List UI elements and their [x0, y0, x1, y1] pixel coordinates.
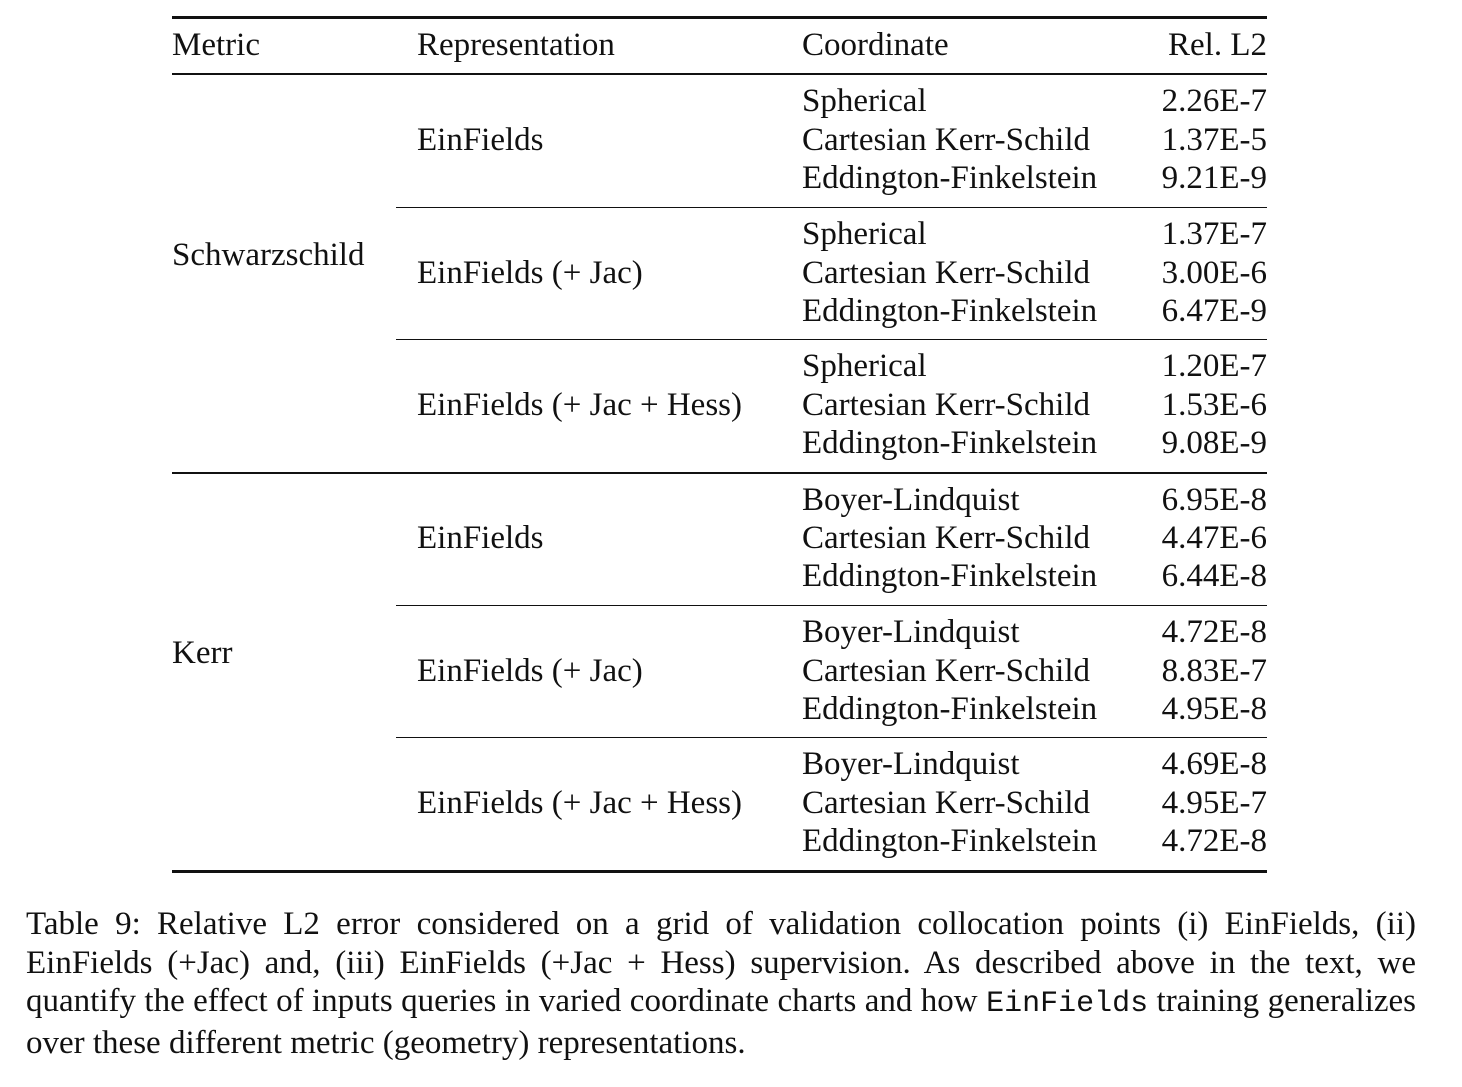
rel-l2-cell: 4.72E-8	[1161, 614, 1267, 650]
metric-label-schwarzschild: Schwarzschild	[172, 237, 365, 273]
coordinate-cell: Cartesian Kerr-Schild	[802, 653, 1090, 689]
block-rule	[396, 605, 1267, 606]
block-rule	[396, 207, 1267, 208]
coordinate-cell: Boyer-Lindquist	[802, 482, 1020, 518]
group-rule	[172, 472, 1267, 474]
coordinate-cell: Spherical	[802, 216, 927, 252]
table-top-rule	[172, 16, 1267, 19]
rel-l2-cell: 4.95E-7	[1161, 785, 1267, 821]
table-caption	[26, 905, 1416, 1062]
coordinate-cell: Cartesian Kerr-Schild	[802, 255, 1090, 291]
rel-l2-cell: 2.26E-7	[1161, 83, 1267, 119]
coordinate-cell: Cartesian Kerr-Schild	[802, 122, 1090, 158]
representation-label: EinFields (+ Jac)	[417, 255, 643, 291]
representation-label: EinFields (+ Jac + Hess)	[417, 387, 743, 423]
block-rule	[396, 339, 1267, 340]
caption-code-word: EinFields	[986, 987, 1149, 1021]
header-rule	[172, 73, 1267, 75]
rel-l2-cell: 6.47E-9	[1161, 293, 1267, 329]
block-rule	[396, 737, 1267, 738]
coordinate-cell: Cartesian Kerr-Schild	[802, 520, 1090, 556]
rel-l2-cell: 4.69E-8	[1161, 746, 1267, 782]
rel-l2-cell: 4.95E-8	[1161, 691, 1267, 727]
rel-l2-cell: 4.72E-8	[1161, 823, 1267, 859]
metric-label-kerr: Kerr	[172, 635, 233, 671]
header-representation: Representation	[417, 27, 615, 63]
representation-label: EinFields	[417, 122, 544, 158]
coordinate-cell: Boyer-Lindquist	[802, 614, 1020, 650]
coordinate-cell: Boyer-Lindquist	[802, 746, 1020, 782]
representation-label: EinFields (+ Jac)	[417, 653, 643, 689]
representation-label: EinFields	[417, 520, 544, 556]
coordinate-cell: Spherical	[802, 83, 927, 119]
rel-l2-cell: 1.53E-6	[1161, 387, 1267, 423]
header-metric: Metric	[172, 27, 260, 63]
table-bottom-rule	[172, 870, 1267, 873]
coordinate-cell: Eddington-Finkelstein	[802, 293, 1098, 329]
rel-l2-cell: 9.08E-9	[1161, 425, 1267, 461]
rel-l2-cell: 8.83E-7	[1161, 653, 1267, 689]
coordinate-cell: Spherical	[802, 348, 927, 384]
coordinate-cell: Eddington-Finkelstein	[802, 425, 1098, 461]
rel-l2-cell: 4.47E-6	[1161, 520, 1267, 556]
rel-l2-cell: 6.95E-8	[1161, 482, 1267, 518]
coordinate-cell: Eddington-Finkelstein	[802, 823, 1098, 859]
coordinate-cell: Eddington-Finkelstein	[802, 558, 1098, 594]
rel-l2-cell: 1.20E-7	[1161, 348, 1267, 384]
coordinate-cell: Eddington-Finkelstein	[802, 160, 1098, 196]
coordinate-cell: Cartesian Kerr-Schild	[802, 387, 1090, 423]
coordinate-cell: Eddington-Finkelstein	[802, 691, 1098, 727]
rel-l2-cell: 1.37E-5	[1161, 122, 1267, 158]
caption-text-end: training generalizes over these different metric (geometry) representations.	[26, 983, 1416, 1061]
coordinate-cell: Cartesian Kerr-Schild	[802, 785, 1090, 821]
rel-l2-cell: 1.37E-7	[1161, 216, 1267, 252]
header-rel-l2: Rel. L2	[1168, 27, 1267, 63]
caption-text: Table 9: Relative L2 error considered on a grid of validation collocation points (i) EinFields, (ii) EinFields (+Jac) and, (iii) EinFields (+Jac + Hess) supervision. As described above in the text, we quantify the effect of inputs queries in varied coordinate charts and how	[26, 906, 1416, 1019]
rel-l2-cell: 6.44E-8	[1161, 558, 1267, 594]
rel-l2-cell: 9.21E-9	[1161, 160, 1267, 196]
representation-label: EinFields (+ Jac + Hess)	[417, 785, 743, 821]
header-coordinate: Coordinate	[802, 27, 949, 63]
rel-l2-cell: 3.00E-6	[1161, 255, 1267, 291]
